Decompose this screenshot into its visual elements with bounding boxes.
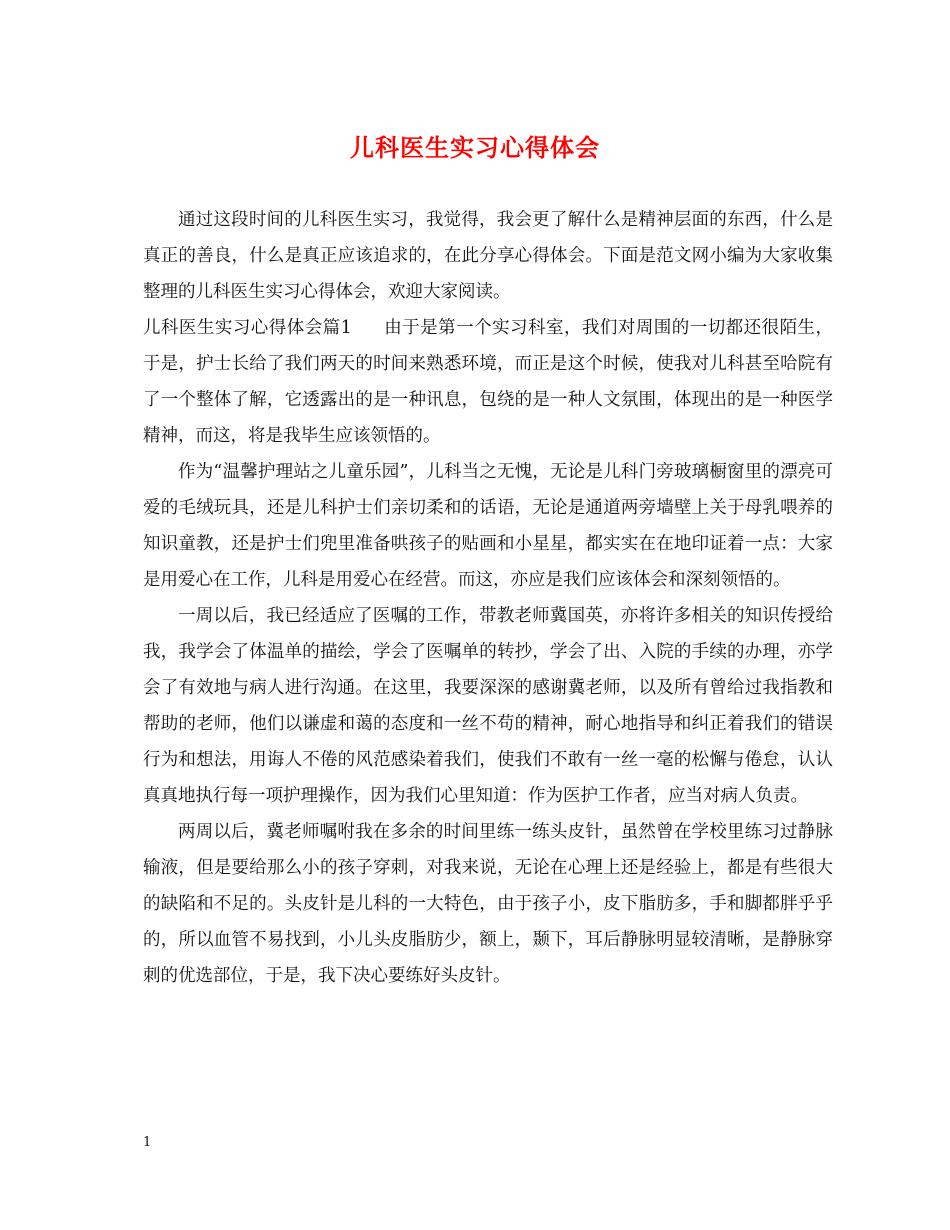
paragraph-section-1-text: 由于是第一个实习科室，我们对周围的一切都还很陌生，于是，护士长给了我们两天的时间来熟悉环境，而正是这个时候，使我对儿科甚至哈院有了一个整体了解，它透露出的是一种讯息，包绕的是一种人文氛围，体现出的是一种医学精神，而这，将是我毕生应该领悟的。	[143, 318, 834, 446]
document-title: 儿科医生实习心得体会	[350, 133, 600, 162]
paragraph-section-1	[143, 310, 833, 454]
paragraph-intro: 通过这段时间的儿科医生实习，我觉得，我会更了解什么是精神层面的东西，什么是真正的善良，什么是真正应该追求的，在此分享心得体会。下面是范文网小编为大家收集整理的儿科医生实习心得体会，欢迎大家阅读。	[143, 210, 833, 302]
paragraph-first-week: 一周以后，我已经适应了医嘱的工作，带教老师冀国英，亦将许多相关的知识传授给我，我学会了体温单的描绘，学会了医嘱单的转抄，学会了出、入院的手续的办理，亦学会了有效地与病人进行沟通。在这里，我要深深的感谢冀老师，以及所有曾给过我指教和帮助的老师，他们以谦虚和蔼的态度和一丝不苟的精神，耐心地指导和纠正着我们的错误行为和想法，用诲人不倦的风范感染着我们，使我们不敢有一丝一毫的松懈与倦怠，认认真真地执行每一项护理操作，因为我们心里知道：作为医护工作者，应当对病人负责。	[143, 606, 833, 806]
page-number: 1	[143, 1135, 152, 1150]
paragraph-children-park: 作为“温馨护理站之儿童乐园”，儿科当之无愧，无论是儿科门旁玻璃橱窗里的漂亮可爱的毛绒玩具，还是儿科护士们亲切柔和的话语，无论是通道两旁墙壁上关于母乳喂养的知识童教，还是护士们兜里准备哄孩子的贴画和小星星，都实实在在地印证着一点：大家是用爱心在工作，儿科是用爱心在经营。而这，亦应是我们应该体会和深刻领悟的。	[143, 462, 833, 590]
document-body	[143, 202, 833, 994]
paragraph-second-week: 两周以后，冀老师嘱咐我在多余的时间里练一练头皮针，虽然曾在学校里练习过静脉输液，但是要给那么小的孩子穿刺，对我来说，无论在心理上还是经验上，都是有些很大的缺陷和不足的。头皮针是儿科的一大特色，由于孩子小，皮下脂肪多，手和脚都胖乎乎的，所以血管不易找到，小儿头皮脂肪少，额上，颞下，耳后静脉明显较清晰，是静脉穿刺的优选部位，于是，我下决心要练好头皮针。	[143, 822, 833, 986]
section-heading: 儿科医生实习心得体会篇1	[143, 318, 352, 338]
